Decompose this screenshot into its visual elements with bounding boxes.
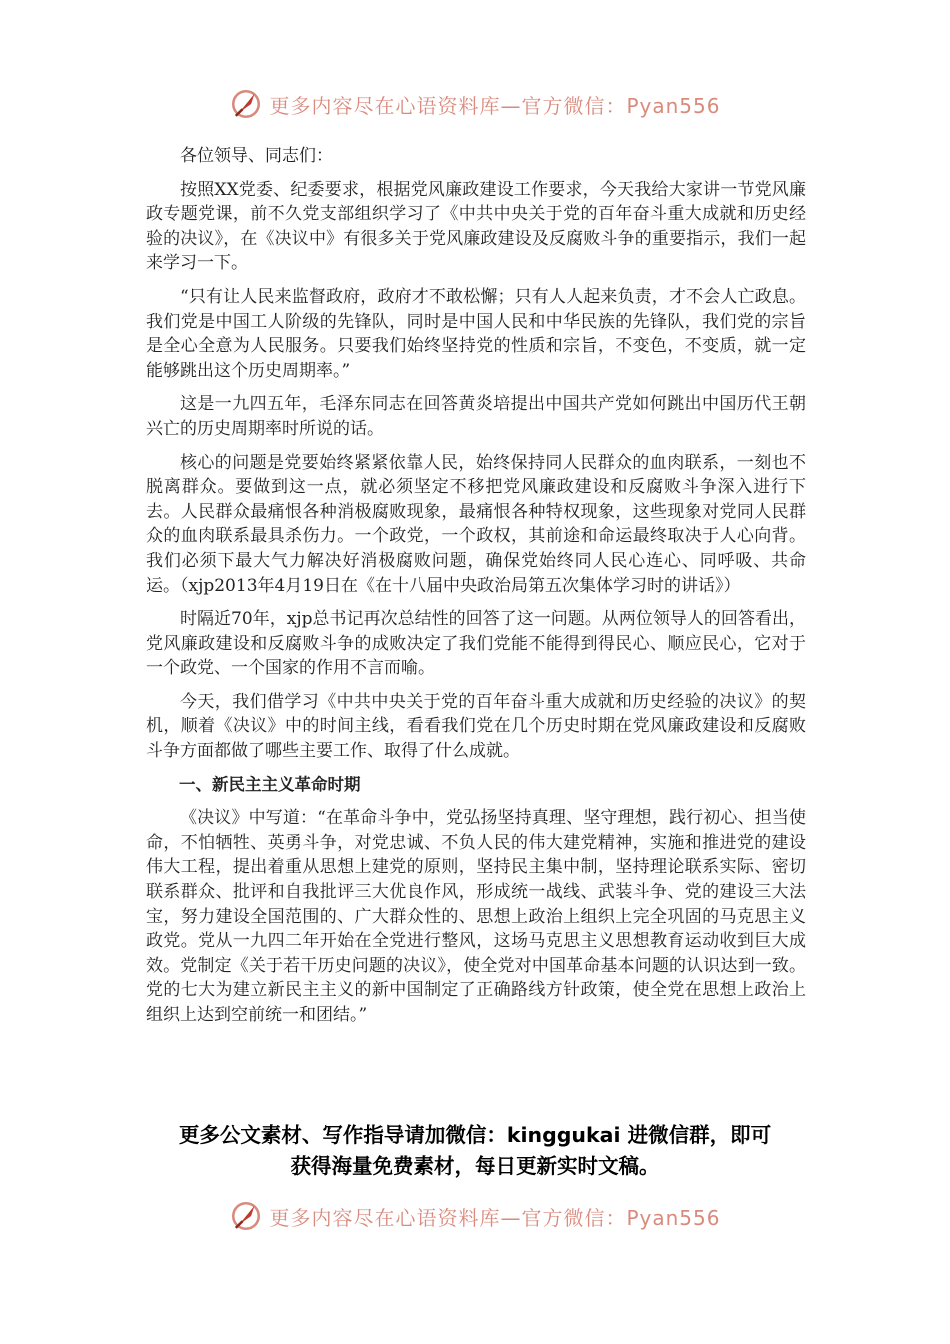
header-banner — [0, 82, 950, 126]
paragraph: 核心的问题是党要始终紧紧依靠人民，始终保持同人民群众的血肉联系，一刻也不脱离群众。要做到这一点，就必须坚定不移把党风廉政建设和反腐败斗争深入进行下去。人民群众最痛恨各种消极腐败现象，最痛恨各种特权现象，这些现象对党同人民群众的血肉联系最具杀伤力。一个政党，一个政权，其前途和命运最终取决于人心向背。我们必须下最大气力解决好消极腐败问题，确保党始终同人民心连心、同呼吸、共命运。（xjp2013年4月19日在《在十八届中央政治局第五次集体学习时的讲话》） — [146, 452, 806, 596]
paragraph: 今天，我们借学习《中共中央关于党的百年奋斗重大成就和历史经验的决议》的契机，顺着《决议》中的时间主线，看看我们党在几个历史时期在党风廉政建设和反腐败斗争方面都做了哪些主要工作、取得了什么成就。 — [146, 691, 806, 762]
section-heading: 一、新民主主义革命时期 — [179, 774, 361, 794]
section-paragraph: 《决议》中写道：“在革命斗争中，党弘扬坚持真理、坚守理想，践行初心、担当使命，不怕牺牲、英勇斗争，对党忠诚、不负人民的伟大建党精神，实施和推进党的建设伟大工程，提出着重从思想上建党的原则，坚持民主集中制，坚持理论联系实际、密切联系群众、批评和自我批评三大优良作风，形成统一战线、武装斗争、党的建设三大法宝，努力建设全国范围的、广大群众性的、思想上政治上组织上完全巩固的马克思主义政党。党从一九四二年开始在全党进行整风，这场马克思主义思想教育运动收到巨大成效。党制定《关于若干历史问题的决议》，使全党对中国革命基本问题的认识达到一致。党的七大为建立新民主主义的新中国制定了正确路线方针政策，使全党在思想上政治上组织上达到空前统一和团结。” — [146, 808, 806, 1025]
document-body — [146, 144, 806, 1028]
banner-text: 更多内容尽在心语资料库—官方微信：Pyan556 — [269, 1205, 721, 1230]
paragraph: 这是一九四五年，毛泽东同志在回答黄炎培提出中国共产党如何跳出中国历代王朝兴亡的历史周期率时所说的话。 — [146, 394, 806, 439]
salutation: 各位领导、同志们： — [180, 146, 333, 166]
quill-circle-icon — [229, 87, 263, 121]
paragraph: “只有让人民来监督政府，政府才不敢松懈；只有人人起来负责，才不会人亡政息。我们党是中国工人阶级的先锋队，同时是中国人民和中华民族的先锋队，我们党的宗旨是全心全意为人民服务。只要我们始终坚持党的性质和宗旨，不变色，不变质，就一定能够跳出这个历史周期率。” — [146, 286, 806, 381]
footer-banner — [0, 1194, 950, 1238]
promo-notice — [100, 1120, 850, 1182]
paragraph: 时隔近70年，xjp总书记再次总结性的回答了这一问题。从两位领导人的回答看出，党风廉政建设和反腐败斗争的成败决定了我们党能不能得到得民心、顺应民心，它对于一个政党、一个国家的作用不言而喻。 — [146, 609, 806, 679]
promo-line: 获得海量免费素材，每日更新实时文稿。 — [290, 1154, 660, 1178]
promo-line: 更多公文素材、写作指导请加微信：kinggukai 进微信群，即可 — [178, 1123, 772, 1147]
banner-text: 更多内容尽在心语资料库—官方微信：Pyan556 — [269, 93, 721, 118]
quill-circle-icon — [229, 1199, 263, 1233]
paragraph: 按照XX党委、纪委要求，根据党风廉政建设工作要求，今天我给大家讲一节党风廉政专题党课，前不久党支部组织学习了《中共中央关于党的百年奋斗重大成就和历史经验的决议》，在《决议中》有很多关于党风廉政建设及反腐败斗争的重要指示，我们一起来学习一下。 — [146, 179, 806, 274]
